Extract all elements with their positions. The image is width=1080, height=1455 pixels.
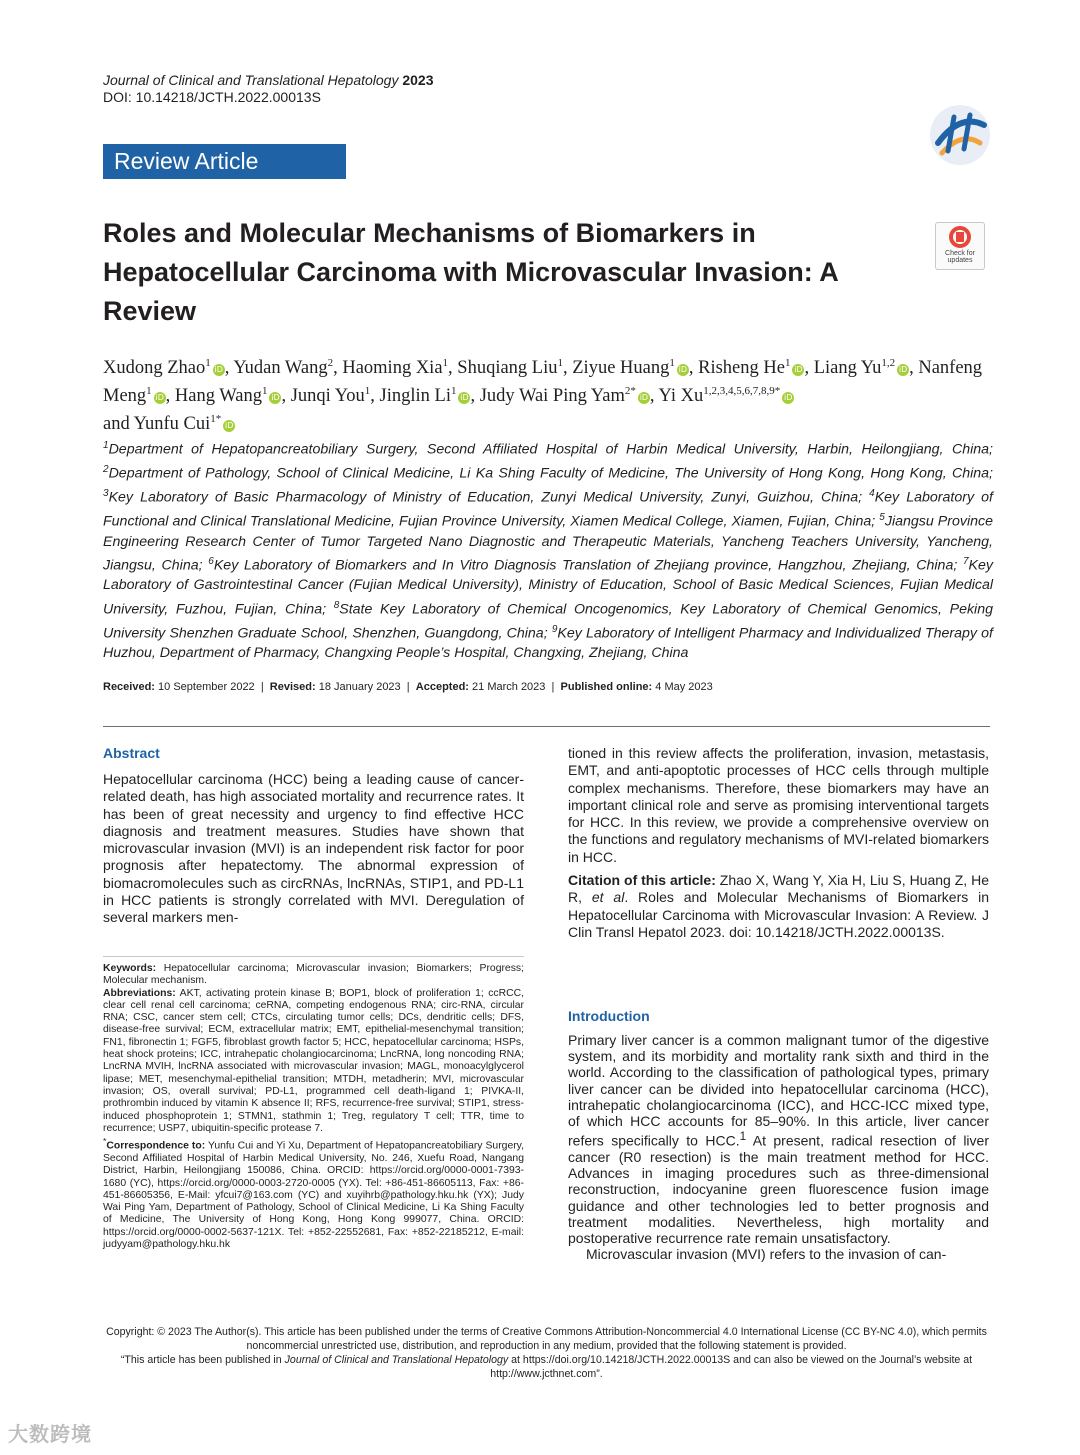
- introduction-text: [568, 1032, 989, 1263]
- affiliations: [103, 436, 993, 663]
- intro-paragraph: Primary liver cancer is a common malignant tumor of the digestive system, and its morbidity and mortality rank sixth and third in the world. According to the classification of pathological types, primary liver cancer can be divided into hepatocellular carcinoma (HCC), intrahepatic cholangiocarcinoma (ICC), and HCC-ICC mixed type, of which HCC accounts for 85–90%. In this article, liver cancer refers specifically to HCC.$^1$ At present, radical resection of liver cancer (R0 resection) is the main treatment method for HCC. Advances in imaging procedures such as three-dimensional reconstruction, indocyanine green fluorescence fusion image guidance and other technologies led to better prognosis and treatment modalities. Nevertheless, high mortality and postoperative recurrence rate remain unsatisfactory.: [568, 1032, 989, 1247]
- received-date: 10 September 2022: [158, 681, 255, 693]
- affiliation-number: 9: [551, 623, 558, 635]
- orcid-icon[interactable]: iD: [898, 365, 908, 375]
- author-name: Yi Xu: [658, 386, 704, 407]
- copyright-notice: Copyright: © 2023 The Author(s). This article has been published under the terms of Creative Commons Attribution-Noncommercial 4.0 International License (CC BY-NC 4.0), which permits noncommercial unrestricted use, distribution, and reproduction in any medium, provided that the following statement is provided. “This article has been published in Journal of Clinical and Translational Hepatology at https://doi.org/10.14218/JCTH.2022.00013S and can also be viewed on the Journal’s website at http://www.jcthnet.com”.: [106, 1326, 987, 1380]
- doi: DOI: 10.14218/JCTH.2022.00013S: [103, 89, 321, 105]
- author-name: Liang Yu: [813, 358, 882, 379]
- orcid-icon[interactable]: iD: [678, 365, 688, 375]
- affiliation-item: Key Laboratory of Biomarkers and In Vitro Diagnosis Translation of Zhejiang province, Hangzhou, Zhejiang, China;: [213, 557, 963, 574]
- author-affiliation-sup: 1: [784, 357, 791, 369]
- orcid-icon[interactable]: iD: [784, 393, 793, 403]
- author-affiliation-sup: 1: [442, 357, 449, 369]
- article-type-badge: Review Article: [103, 144, 346, 179]
- author-name: Xudong Zhao: [103, 358, 206, 379]
- abstract-text-left: Hepatocellular carcinoma (HCC) being a leading cause of cancer-related death, has high associated mortality and recurrence rates. It has been of great necessity and urgency to find effective HCC diagnosis and treatment measures. Studies have shown that microvascular invasion (MVI) is an independent risk factor for poor prognosis after hepatectomy. The abnormal expression of biomacromolecules such as circRNAs, lncRNAs, STIP1, and PD-L1 in HCC patients is strongly correlated with MVI. Deregulation of several markers men-: [103, 771, 524, 926]
- affiliation-item: Jiangsu Province Engineering Research Center of Tumor Targeted Nano Diagnostic and Therapeutic Materials, Yancheng Teachers University, Yancheng, Jiangsu, China;: [103, 514, 994, 574]
- section-divider: [103, 726, 990, 727]
- author-affiliation-sup: 1: [669, 357, 675, 369]
- author-name: Junqi You: [290, 386, 365, 407]
- orcid-icon[interactable]: iD: [225, 421, 234, 431]
- journal-header: [103, 72, 434, 106]
- keywords: Keywords: Hepatocellular carcinoma; Microvascular invasion; Biomarkers; Progress; Molecular mechanism.: [103, 963, 524, 987]
- journal-logo: [928, 103, 992, 167]
- author-name: Nanfeng Meng: [103, 358, 983, 407]
- article-dates: Received: 10 September 2022 | Revised: 18 January 2023 | Accepted: 21 March 2023 | Published online: 4 May 2023: [103, 681, 713, 693]
- affiliation-number: 4: [869, 488, 875, 500]
- author-affiliation-sup: 1: [557, 357, 563, 369]
- check-updates-icon: [949, 226, 971, 248]
- affiliation-item: Key Laboratory of Basic Pharmacology of Ministry of Education, Zunyi Medical University, Zunyi, Guizhou, China;: [108, 490, 870, 507]
- author-affiliation-sup: 2: [327, 357, 334, 369]
- correspondence: *Correspondence to: Yunfu Cui and Yi Xu, Department of Hepatopancreatobiliary Surgery, Second Affiliated Hospital of Harbin Medical University, No. 246, Xuefu Road, Nangang District, Harbin, Heilongjiang 150086, China. ORCID: https://orcid.org/0000-0001-7393-1680 (YC), https://orcid.org/0000-0003-2720-0005 (YX). Tel: +86-451-86605113, Fax: +86-451-86605356, E-Mail: yfcui7@163.com (YC) and xuyihrb@pathology.hku.hk (YX); Judy Wai Ping Yam, Department of Pathology, School of Clinical Medicine, Li Ka Shing Faculty of Medicine, The University of Hong Kong, Hong Kong 999077, China. ORCID: https://orcid.org/0000-0002-5637-121X. Tel: +852-22552681, Fax: +852-22185212, E-mail: judyyam@pathology.hku.hk: [103, 1136, 524, 1250]
- introduction-heading: Introduction: [568, 1008, 650, 1024]
- orcid-icon[interactable]: iD: [639, 393, 649, 403]
- author-name: Judy Wai Ping Yam: [479, 386, 625, 407]
- author-name: Yunfu Cui: [133, 414, 211, 435]
- author-name: Ziyue Huang: [572, 358, 670, 379]
- journal-name: Journal of Clinical and Translational Hepatology: [103, 72, 399, 88]
- author-affiliation-sup: 1: [205, 357, 211, 369]
- author-name: Risheng He: [698, 358, 785, 379]
- author-name: Haoming Xia: [342, 358, 443, 379]
- affiliation-number: 5: [879, 512, 885, 524]
- author-affiliation-sup: 1: [450, 385, 457, 398]
- abbreviations: Abbreviations: AKT, activating protein kinase B; BOP1, block of proliferation 1; ccRCC, clear cell renal cell carcinoma; ceRNA, competing endogenous RNA; circ-RNA, circular RNA; CSC, cancer stem cell; CTCs, circulating tumor cells; DCs, dendritic cells; DFS, disease-free survival; ECM, extracellular matrix; EMT, epithelial-mesenchymal transition; FN1, fibronectin 1; FGF5, fibroblast growth factor 5; HCC, hepatocellular carcinoma; HSPs, heat shock proteins; ICC, intrahepatic cholangiocarcinoma; LncRNA, long noncoding RNA; LncRNA MVIH, lncRNA associated with microvascular invasion; MAGL, monoacylglycerol lipase; MET, mesenchymal-epithelial transition; MTDH, metadherin; MVI, microvascular invasion; OS, overall survival; PD-L1, programmed cell death-ligand 1; PIVKA-II, prothrombin induced by vitamin K absence II; RFS, recurrence-free survival; STIP1, stress-induced phosphoprotein 1; STMN1, stathmin 1; Treg, regulatory T cell; TTR, time to recurrence; USP7, ubiquitin-specific protease 7.: [103, 987, 524, 1134]
- affiliation-item: Key Laboratory of Functional and Clinical Translational Medicine, Fujian Province University, Xiamen Medical College, Xiamen, Fujian, China;: [103, 490, 993, 531]
- orcid-icon[interactable]: iD: [794, 365, 803, 375]
- author-affiliation-sup: 1: [364, 385, 371, 398]
- affiliation-number: 6: [208, 555, 214, 567]
- journal-year: 2023: [402, 72, 434, 88]
- author-name: Shuqiang Liu: [457, 358, 558, 379]
- abstract-text-right: tioned in this review affects the proliferation, invasion, metastasis, EMT, and anti-apoptotic processes of HCC cells through multiple complex mechanisms. Therefore, these biomarkers may have an important clinical role and serve as promising interventional targets for HCC. In this review, we provide a comprehensive overview on the functions and regulatory mechanisms of MVI-related biomarkers in HCC.: [568, 745, 989, 865]
- author-name: Yudan Wang: [233, 358, 328, 379]
- author-affiliation-sup: 1: [146, 385, 152, 398]
- authors-and: and: [103, 414, 134, 435]
- author-name: Hang Wang: [174, 386, 262, 407]
- footnote-divider: [103, 956, 524, 957]
- affiliation-number: 8: [333, 599, 340, 611]
- check-updates-label: Check for updates: [945, 250, 975, 264]
- affiliation-item: State Key Laboratory of Chemical Oncogenomics, Key Laboratory of Chemical Genomics, Peking University Shenzhen Graduate School, Shenzhen, Guangdong, China;: [103, 601, 993, 642]
- author-list: Xudong Zhao$^1$iD, Yudan Wang$^2$, Haoming Xia$^1$, Shuqiang Liu$^1$, Ziyue Huang$^1$iD, Risheng He$^1$iD, Liang Yu$^{1,2}$iD, Nanfeng Meng$^1$iD, Hang Wang$^1$iD, Junqi You$^1$, Jinglin Li$^1$iD, Judy Wai Ping Yam$^{2*}$iD, Yi $Xu^{1,2,3,4,5,6,7,8,9*}iD$ and Yunfu Cui$^{1*}$iD: [103, 357, 983, 435]
- abstract-heading: Abstract: [103, 745, 160, 761]
- author-affiliation-sup: 1,2,3,4,5,6,7,8,9*: [703, 385, 781, 398]
- orcid-icon[interactable]: iD: [214, 365, 223, 375]
- author-affiliation-sup: 1,2: [881, 357, 896, 369]
- footnotes: [103, 963, 524, 1251]
- affiliation-number: 3: [103, 488, 109, 500]
- author-name: Jinglin Li: [379, 386, 451, 407]
- affiliation-item: Department of Pathology, School of Clinical Medicine, Li Ka Shing Faculty of Medicine, The University of Hong Kong, Hong Kong, China;: [108, 465, 993, 482]
- citation: Citation of this article: Zhao X, Wang Y, Xia H, Liu S, Huang Z, He R, et al. Roles and Molecular Mechanisms of Biomarkers in Hepatocellular Carcinoma with Microvascular Invasion: A Review. J Clin Transl Hepatol 2023. doi: 10.14218/JCTH.2022.00013S.: [568, 872, 990, 940]
- author-affiliation-sup: 2*: [624, 385, 636, 398]
- affiliation-number: 1: [103, 440, 109, 451]
- affiliation-number: 7: [962, 555, 969, 567]
- watermark: 大数跨境: [8, 1424, 92, 1446]
- orcid-icon[interactable]: iD: [271, 393, 280, 403]
- author-affiliation-sup: 1*: [210, 413, 222, 426]
- article-title: Roles and Molecular Mechanisms of Biomarkers in Hepatocellular Carcinoma with Microvascular Invasion: A Review: [103, 218, 838, 326]
- affiliation-item: Key Laboratory of Gastrointestinal Cancer (Fujian Medical University), Ministry of Education, School of Basic Medical Sciences, Fujian Medical University, Fuzhou, Fujian, China;: [103, 557, 993, 618]
- check-for-updates-button[interactable]: [935, 222, 985, 270]
- orcid-icon[interactable]: iD: [460, 393, 469, 403]
- author-affiliation-sup: 1: [261, 385, 268, 398]
- affiliation-item: Key Laboratory of Intelligent Pharmacy and Individualized Therapy of Huzhou, Department of Pharmacy, Changxing People’s Hospital, Changxing, Zhejiang, China: [103, 625, 993, 661]
- published-date: 4 May 2023: [655, 681, 713, 693]
- accepted-date: 21 March 2023: [472, 681, 546, 693]
- affiliation-item: Department of Hepatopancreatobiliary Surgery, Second Affiliated Hospital of Harbin Medical University, Harbin, Heilongjiang, China;: [108, 441, 993, 458]
- affiliation-number: 2: [103, 464, 109, 476]
- intro-paragraph: Microvascular invasion (MVI) refers to the invasion of can-: [586, 1246, 947, 1263]
- revised-date: 18 January 2023: [318, 681, 401, 693]
- orcid-icon[interactable]: iD: [155, 393, 164, 403]
